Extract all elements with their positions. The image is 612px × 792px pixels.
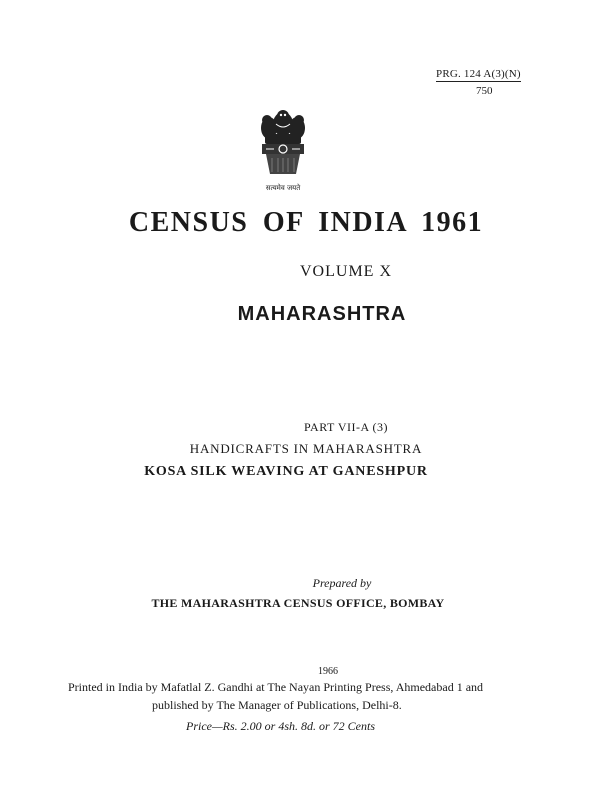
volume-label: VOLUME X — [300, 263, 392, 280]
subtitle-handicrafts: HANDICRAFTS IN MAHARASHTRA — [189, 441, 423, 456]
printer-line: Printed in India by Mafatlal Z. Gandhi at The Nayan Printing Press, Ahmedabad 1 and — [68, 680, 484, 694]
price-line: Price—Rs. 2.00 or 4sh. 8d. or 72 Cents — [186, 719, 375, 733]
publication-year: 1966 — [318, 666, 338, 677]
emblem-motto: सत्यमेव जयते — [265, 184, 301, 192]
ashoka-emblem-icon — [252, 104, 314, 196]
part-label: PART VII-A (3) — [303, 420, 389, 434]
publication-number: 750 — [476, 85, 493, 97]
census-office: THE MAHARASHTRA CENSUS OFFICE, BOMBAY — [151, 596, 445, 610]
prepared-by-label: Prepared by — [312, 576, 372, 590]
document-title: CENSUS OF INDIA 1961 — [128, 207, 484, 238]
publication-code: PRG. 124 A(3)(N) — [436, 68, 521, 80]
subtitle-kosa-silk: KOSA SILK WEAVING AT GANESHPUR — [144, 464, 428, 479]
publisher-line: published by The Manager of Publications, Delhi-8. — [152, 698, 402, 712]
state-name: MAHARASHTRA — [237, 303, 407, 325]
